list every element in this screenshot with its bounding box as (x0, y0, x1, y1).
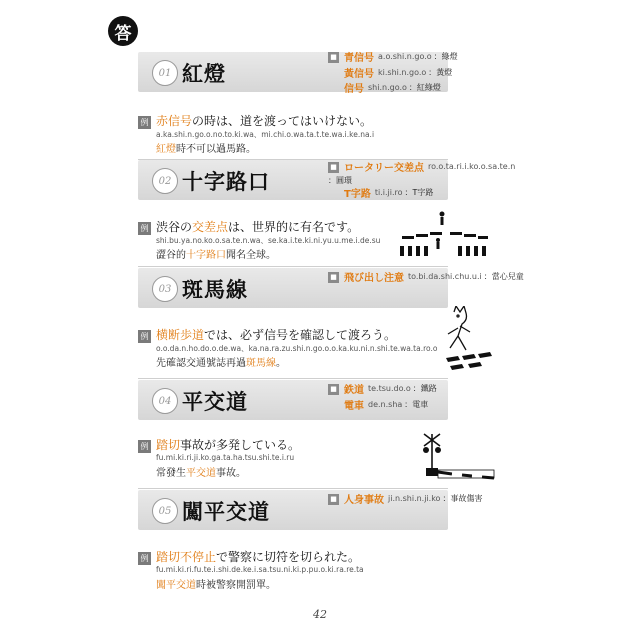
example-romaji: a.ka.shi.n.go.o.no.to.ki.wa、mi.chi.o.wa.ta.t.te.wa.i.ke.na.i (156, 130, 375, 139)
cat-crossing-illustration (436, 306, 496, 372)
section-divider (138, 266, 448, 267)
vocab-item (328, 52, 528, 66)
vocab-item (328, 162, 528, 186)
example-chinese: 澀谷的十字路口聞名全球。 (156, 250, 276, 261)
term-title: 紅燈 (182, 61, 226, 86)
crosswalk-intersection-illustration (398, 208, 490, 260)
section-number: 03 (152, 276, 178, 302)
vocab-meaning: ：黃燈 (428, 67, 453, 77)
vocab-marker-icon: ■ (328, 162, 339, 173)
vocab-list (328, 494, 528, 510)
term-title: 斑馬線 (182, 277, 248, 302)
example-romaji: fu.mi.ki.ri.fu.te.i.shi.de.ke.i.sa.tsu.ni.ki.p.pu.o.ki.ra.re.ta (156, 565, 364, 574)
vocab-meaning: ：綠燈 (433, 52, 458, 61)
vocab-list (328, 162, 528, 204)
example-chinese: 紅燈時不可以過馬路。 (156, 144, 256, 155)
answer-badge: 答 (108, 16, 138, 46)
example-japanese: 踏切不停止で警察に切符を切られた。 (156, 550, 361, 564)
term-title: 平交道 (182, 389, 248, 414)
vocab-romaji: to.bi.da.shi.chu.u.i (408, 272, 482, 281)
vocab-item (328, 272, 528, 286)
vocab-romaji: ro.o.ta.ri.i.ko.o.sa.te.n (428, 162, 516, 171)
example-chinese: 闖平交道時被警察開罰單。 (156, 580, 276, 591)
vocab-list (328, 272, 528, 288)
vocab-romaji: de.n.sha (368, 399, 403, 409)
vocab-meaning: ：電車 (404, 399, 429, 409)
example-marker: 例 (138, 330, 151, 343)
vocab-kana: 鉄道 (344, 385, 364, 396)
vocab-item (328, 400, 528, 414)
vocab-kana: 黃信号 (344, 68, 374, 80)
example-romaji: o.o.da.n.ho.do.o.de.wa、ka.na.ra.zu.shi.n.go.o.o.ka.ku.ni.n.shi.te.wa.ta.ro.o (156, 344, 438, 353)
example-japanese: 横断歩道では、必ず信号を確認して渡ろう。 (156, 328, 397, 342)
vocab-meaning: ：圓環 (328, 175, 352, 185)
vocab-marker-icon: ■ (328, 384, 339, 395)
vocab-romaji: a.o.shi.n.go.o (378, 52, 432, 61)
vocab-romaji: ki.shi.n.go.o (378, 67, 427, 77)
vocab-kana: T字路 (344, 189, 371, 201)
vocab-item (328, 494, 528, 508)
vocab-kana: 青信号 (344, 53, 374, 64)
vocab-list (328, 384, 528, 415)
vocab-romaji: te.tsu.do.o (368, 384, 411, 393)
vocab-kana: 飛び出し注意 (344, 273, 404, 284)
vocab-marker-icon: ■ (328, 494, 339, 505)
vocab-meaning: ：當心兒童 (483, 272, 524, 281)
vocab-kana: ロータリー交差点 (344, 163, 424, 174)
example-japanese: 赤信号の時は、道を渡ってはいけない。 (156, 114, 373, 128)
section-number: 05 (152, 498, 178, 524)
section-divider (138, 488, 448, 489)
vocab-meaning: ：T字路 (404, 188, 434, 198)
vocab-item (328, 68, 528, 82)
vocab-marker-icon: ■ (328, 272, 339, 283)
vocab-meaning: ：鐵路 (412, 384, 437, 393)
section-number: 04 (152, 388, 178, 414)
vocab-kana: 電車 (344, 400, 364, 412)
page-number: 42 (313, 608, 327, 621)
section-divider (138, 378, 448, 379)
section-number: 02 (152, 168, 178, 194)
term-title: 闖平交道 (182, 499, 270, 524)
vocab-romaji: ti.i.ji.ro (374, 188, 403, 198)
vocab-romaji: shi.n.go.o (368, 83, 407, 92)
section-number: 01 (152, 60, 178, 86)
example-romaji: shi.bu.ya.no.ko.o.sa.te.n.wa、se.ka.i.te.ki.ni.yu.u.me.i.de.su (156, 236, 381, 245)
vocab-marker-icon: ■ (328, 52, 339, 63)
vocab-item (328, 188, 528, 202)
railroad-crossing-illustration (408, 430, 498, 480)
example-chinese: 常發生平交道事故。 (156, 468, 246, 479)
vocab-kana: 人身事故 (344, 495, 384, 506)
vocab-meaning: ：事故傷害 (442, 494, 483, 503)
vocab-list (328, 52, 528, 99)
vocab-item (328, 83, 528, 97)
example-marker: 例 (138, 222, 151, 235)
vocab-meaning: ：紅綠燈 (408, 83, 441, 92)
term-title: 十字路口 (182, 169, 270, 194)
example-marker: 例 (138, 116, 151, 129)
example-marker: 例 (138, 440, 151, 453)
example-romaji: fu.mi.ki.ri.ji.ko.ga.ta.ha.tsu.shi.te.i.ru (156, 453, 295, 462)
example-japanese: 踏切事故が多発している。 (156, 438, 301, 452)
vocab-item (328, 384, 528, 398)
vocab-kana: 信号 (344, 84, 364, 95)
example-marker: 例 (138, 552, 151, 565)
example-japanese: 渋谷の交差点は、世界的に有名です。 (156, 220, 360, 234)
example-chinese: 先確認交通號誌再過斑馬線。 (156, 358, 286, 369)
vocab-romaji: ji.n.shi.n.ji.ko (388, 494, 441, 503)
